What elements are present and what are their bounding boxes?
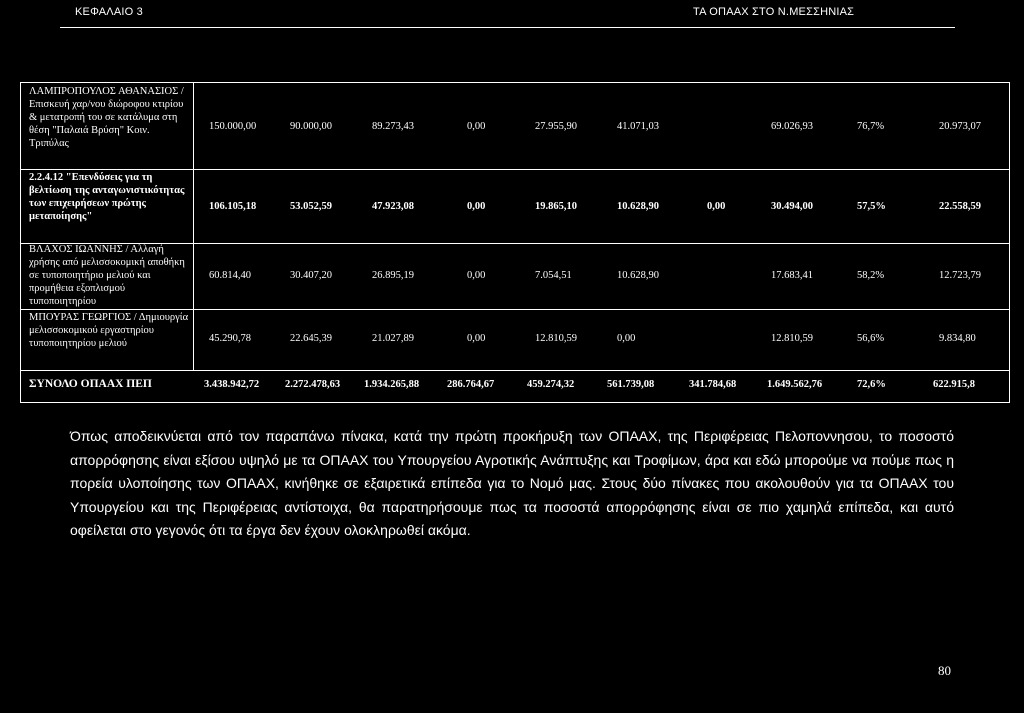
table-cell: 0,00 bbox=[617, 333, 636, 344]
total-row-label: ΣΥΝΟΛΟ ΟΠΑΑΧ ΠΕΠ bbox=[29, 378, 152, 390]
total-cell: 1.649.562,76 bbox=[767, 379, 823, 390]
table-cell: 53.052,59 bbox=[290, 201, 332, 212]
table-cell: 0,00 bbox=[467, 121, 486, 132]
section-header: ΤΑ ΟΠΑΑΧ ΣΤΟ Ν.ΜΕΣΣΗΝΙΑΣ bbox=[693, 6, 855, 18]
row-label: ΒΛΑΧΟΣ ΙΩΑΝΝΗΣ / Αλλαγή χρήσης από μελισσοκομική αποθήκη σε τυποποιητήριο μελιού και προμήθεια εξοπλισμού τυποποιητηρίου bbox=[29, 244, 185, 307]
row-divider bbox=[21, 169, 1009, 170]
total-cell: 1.934.265,88 bbox=[364, 379, 420, 390]
table-cell: 60.814,40 bbox=[209, 270, 251, 281]
table-cell: 22.558,59 bbox=[939, 201, 981, 212]
total-row-divider bbox=[21, 370, 1009, 371]
table-cell: 9.834,80 bbox=[939, 333, 976, 344]
table-cell: 45.290,78 bbox=[209, 333, 251, 344]
table-cell: 0,00 bbox=[467, 201, 486, 212]
table-cell: 150.000,00 bbox=[209, 121, 257, 132]
table-cell: 30.494,00 bbox=[771, 201, 813, 212]
table-cell: 90.000,00 bbox=[290, 121, 332, 132]
total-cell: 72,6% bbox=[857, 379, 886, 390]
row-divider bbox=[21, 309, 1009, 310]
table-cell: 41.071,03 bbox=[617, 121, 659, 132]
table-cell: 0,00 bbox=[467, 333, 486, 344]
body-paragraph: Όπως αποδεικνύεται από τον παραπάνω πίνακα, κατά την πρώτη προκήρυξη των ΟΠΑΑΧ, της Περιφέρειας Πελοποννησου, το ποσοστό απορρόφησης είναι εξίσου υψηλό με τα ΟΠΑΑΧ του Υπουργείου Αγροτικής Ανάπτυξης και Τροφίμων, άρα και εδώ μπορούμε να πούμε πως η πορεία υλοποίησης των ΟΠΑΑΧ, κινήθηκε σε εξαιρετικά επίπεδα για το Νομό μας. Στους δύο πίνακες που ακολουθούν για τα ΟΠΑΑΧ του Υπουργείου και της Περιφέρειας αντίστοιχα, θα παρατηρήσουμε πως τα ποσοστά απορρόφησης είναι σε πιο χαμηλά επίπεδα, και αυτό οφείλεται στο γεγονός ότι τα έργα δεν έχουν ολοκληρωθεί ακόμα. bbox=[70, 428, 954, 538]
table-cell: 27.955,90 bbox=[535, 121, 577, 132]
table-cell: 76,7% bbox=[857, 121, 885, 132]
budget-table bbox=[20, 82, 1010, 403]
table-cell: 12.723,79 bbox=[939, 270, 981, 281]
table-cell: 56,6% bbox=[857, 333, 885, 344]
table-cell: 19.865,10 bbox=[535, 201, 577, 212]
table-cell: 20.973,07 bbox=[939, 121, 981, 132]
table-cell: 10.628,90 bbox=[617, 201, 659, 212]
table-cell: 0,00 bbox=[467, 270, 486, 281]
header-rule bbox=[60, 27, 955, 28]
row-label: ΜΠΟΥΡΑΣ ΓΕΩΡΓΙΟΣ / Δημιουργία μελισσοκομικού εργαστηρίου τυποποιητηρίου μελιού bbox=[29, 312, 189, 349]
row-label: ΛΑΜΠΡΟΠΟΥΛΟΣ ΑΘΑΝΑΣΙΟΣ / Επισκευή χαρ/νου διώροφου κτιρίου & μετατροπή του σε κατάλυμα στη θέση "Παλαιά Βρύση" Κοιν. Τριπύλας bbox=[29, 86, 184, 149]
table-cell: 0,00 bbox=[707, 201, 726, 212]
table-cell: 21.027,89 bbox=[372, 333, 414, 344]
table-cell: 12.810,59 bbox=[771, 333, 813, 344]
total-cell: 561.739,08 bbox=[607, 379, 655, 390]
table-cell: 22.645,39 bbox=[290, 333, 332, 344]
page-number: 80 bbox=[938, 663, 951, 678]
table-cell: 26.895,19 bbox=[372, 270, 414, 281]
table-cell: 12.810,59 bbox=[535, 333, 577, 344]
table-cell: 7.054,51 bbox=[535, 270, 572, 281]
table-cell: 30.407,20 bbox=[290, 270, 332, 281]
chapter-header: ΚΕΦΑΛΑΙΟ 3 bbox=[75, 6, 143, 18]
total-cell: 3.438.942,72 bbox=[204, 379, 260, 390]
total-cell: 286.764,67 bbox=[447, 379, 495, 390]
table-cell: 17.683,41 bbox=[771, 270, 813, 281]
total-cell: 2.272.478,63 bbox=[285, 379, 341, 390]
table-cell: 57,5% bbox=[857, 201, 886, 212]
table-cell: 58,2% bbox=[857, 270, 885, 281]
table-cell: 106.105,18 bbox=[209, 201, 257, 212]
column-divider bbox=[193, 83, 194, 371]
total-cell: 341.784,68 bbox=[689, 379, 737, 390]
table-cell: 10.628,90 bbox=[617, 270, 659, 281]
table-cell: 89.273,43 bbox=[372, 121, 414, 132]
total-cell: 459.274,32 bbox=[527, 379, 575, 390]
row-label: 2.2.4.12 "Επενδύσεις για τη βελτίωση της ανταγωνιστικότητας των επιχειρήσεων πρώτης μεταποίησης" bbox=[29, 172, 185, 222]
table-cell: 69.026,93 bbox=[771, 121, 813, 132]
total-cell: 622.915,8 bbox=[933, 379, 975, 390]
table-cell: 47.923,08 bbox=[372, 201, 414, 212]
